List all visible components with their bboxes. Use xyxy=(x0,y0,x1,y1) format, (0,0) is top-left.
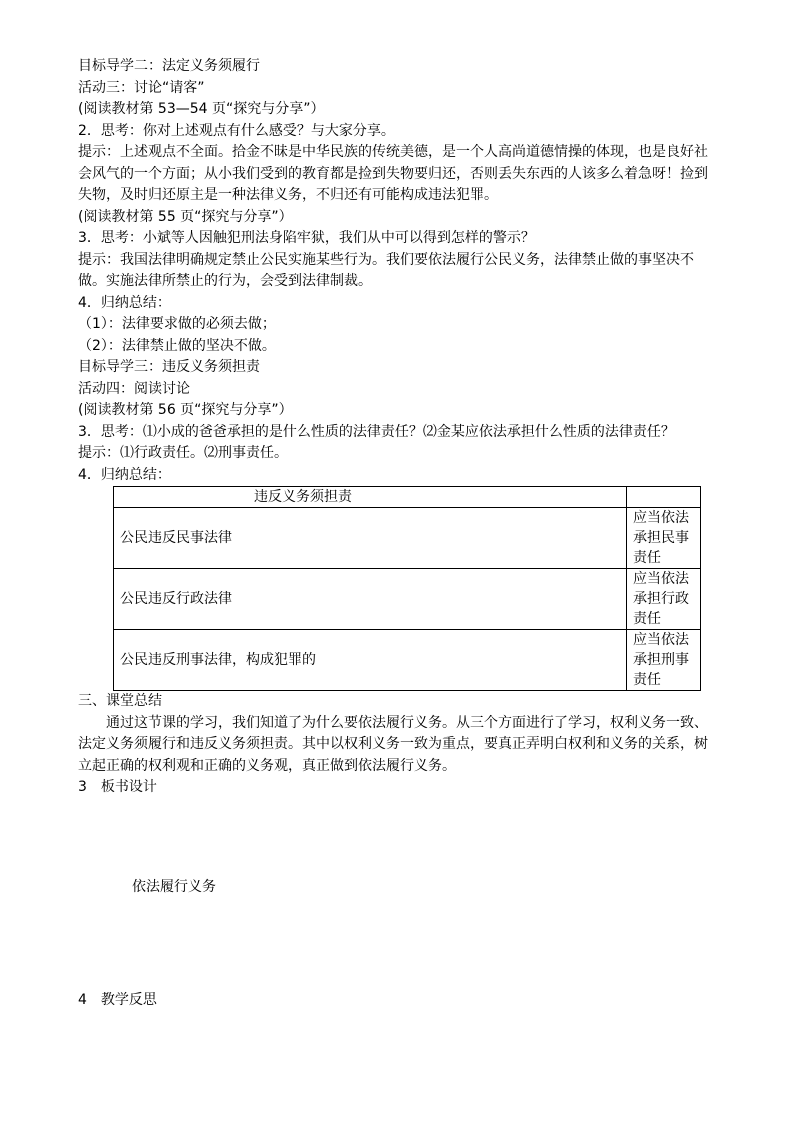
table-cell: 应当依法承担民事责任 xyxy=(627,508,701,569)
section-goal-3-heading: 目标导学三：违反义务须担责 xyxy=(78,359,260,375)
board-design-title: 依法履行义务 xyxy=(132,878,216,895)
table-cell: 公民违反行政法律 xyxy=(114,569,627,630)
table-header-cell xyxy=(627,487,701,508)
question-3a: 3．思考：小斌等人因触犯刑法身陷牢狱，我们从中可以得到怎样的警示？ xyxy=(78,230,535,246)
summary-4a-item-1: （1）：法律要求做的必须去做； xyxy=(78,316,276,332)
table-row xyxy=(114,569,701,630)
hint-2: 提示：我国法律明确规定禁止公民实施某些行为。我们要依法履行公民义务，法律禁止做的事坚决不做。实施法律所禁止的行为，会受到法律制裁。 xyxy=(78,251,694,289)
table-header-row xyxy=(114,487,701,508)
class-summary-heading: 三、课堂总结 xyxy=(78,693,162,709)
section-goal-2-heading: 目标导学二：法定义务须履行 xyxy=(78,58,260,74)
table-cell: 公民违反民事法律 xyxy=(114,508,627,569)
activity-4-heading: 活动四：阅读讨论 xyxy=(78,380,190,397)
teaching-reflection-heading: 4 教学反思 xyxy=(78,992,157,1008)
summary-4a-heading: 4．归纳总结： xyxy=(78,294,171,311)
activity-3-heading: 活动三：讨论“请客” xyxy=(78,79,205,96)
table-cell: 应当依法承担刑事责任 xyxy=(627,630,701,691)
document-page xyxy=(78,56,718,1012)
question-3b: 3．思考：⑴小成的爸爸承担的是什么性质的法律责任？⑵金某应依法承担什么性质的法律责任？ xyxy=(78,423,675,440)
summary-4a-item-2: （2）：法律禁止做的坚决不做。 xyxy=(78,337,276,354)
question-2: 2．思考：你对上述观点有什么感受？与大家分享。 xyxy=(78,122,395,139)
responsibility-table xyxy=(113,486,701,691)
hint-1: 提示：上述观点不全面。拾金不昧是中华民族的传统美德，是一个人高尚道德情操的体现，也是良好社会风气的一个方面；从小我们受到的教育都是捡到失物要归还，否则丢失东西的人该多么着急呀！捡到失物，及时归还原主是一种法律义务，不归还有可能构成违法犯罪。 xyxy=(78,144,708,203)
class-summary-text: 通过这节课的学习，我们知道了为什么要依法履行义务。从三个方面进行了学习，权利义务一致、法定义务须履行和违反义务须担责。其中以权利义务一致为重点，要真正弄明白权利和义务的关系，树立起正确的权利观和正确的义务观，真正做到依法履行义务。 xyxy=(78,714,708,774)
table-cell: 应当依法承担行政责任 xyxy=(627,569,701,630)
hint-3: 提示：⑴行政责任。⑵刑事责任。 xyxy=(78,445,288,461)
table-cell: 公民违反刑事法律，构成犯罪的 xyxy=(114,630,627,691)
table-row xyxy=(114,508,701,569)
table-header-cell: 违反义务须担责 xyxy=(114,487,627,508)
board-design-heading: 3 板书设计 xyxy=(78,779,157,795)
reading-ref-55: (阅读教材第 55 页“探究与分享”） xyxy=(78,208,293,225)
reading-ref-56: (阅读教材第 56 页“探究与分享”） xyxy=(78,402,293,418)
reading-ref-53-54: (阅读教材第 53—54 页“探究与分享”） xyxy=(78,101,325,117)
reflection-spacer xyxy=(78,898,718,990)
table-row xyxy=(114,630,701,691)
board-spacer xyxy=(78,799,718,877)
summary-4b-heading: 4．归纳总结： xyxy=(78,466,171,483)
